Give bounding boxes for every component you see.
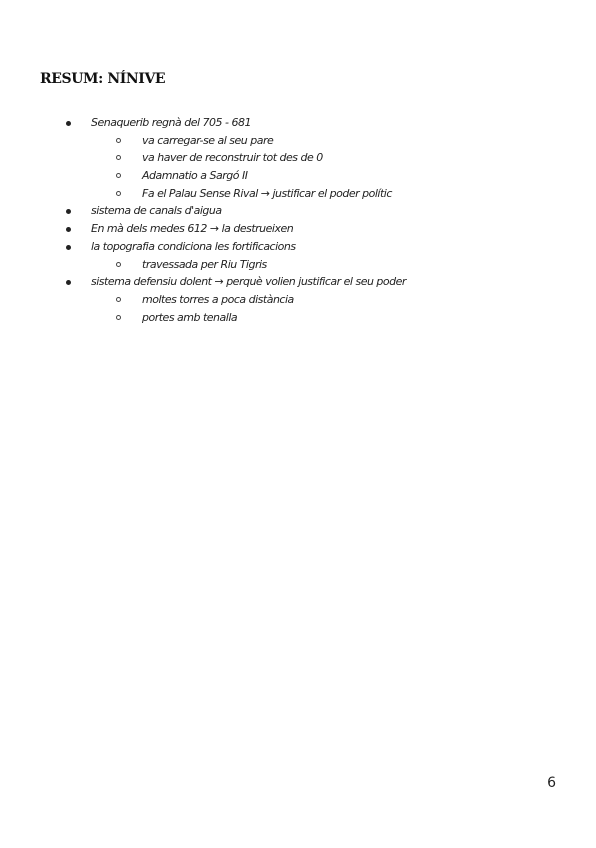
sub-list-item-text: travessada per Riu Tigris [142,257,267,271]
bullet-dot-icon [66,121,71,126]
sub-list-item-text: moltes torres a poca distància [142,292,294,306]
sub-list-item [0,291,596,309]
sub-list-item [0,132,596,150]
bullet-circle-icon [116,173,121,178]
page-title: RESUM: NÍNIVE [40,71,166,87]
bullet-circle-icon [116,262,121,267]
sub-list-item [0,149,596,167]
list-item-text: sistema defensiu dolent → perquè volien justificar el seu poder [91,275,406,289]
bullet-dot-icon [66,245,71,250]
list-item-text: sistema de canals d'aigua [91,204,222,218]
sub-list-item [0,185,596,203]
page-number: 6 [547,775,556,791]
sub-list-item [0,256,596,274]
bullet-dot-icon [66,227,71,232]
bullet-circle-icon [116,315,121,320]
list-item [0,114,596,132]
sub-list-item-text: Adamnatio a Sargó II [142,169,248,183]
list-item-text: la topografia condiciona les fortificacions [91,239,296,253]
list-item [0,202,596,220]
bullet-circle-icon [116,155,121,160]
bullet-list [0,114,596,326]
bullet-dot-icon [66,280,71,285]
sub-list-item-text: va carregar-se al seu pare [142,133,274,147]
list-item [0,238,596,256]
bullet-circle-icon [116,191,121,196]
sub-list-item-text: va haver de reconstruir tot des de 0 [142,151,323,165]
sub-list-item-text: Fa el Palau Sense Rival → justificar el poder polític [142,186,392,200]
list-item-text: En mà dels medes 612 → la destrueixen [91,222,294,236]
bullet-dot-icon [66,209,71,214]
sub-list-item [0,309,596,327]
sub-list-item-text: portes amb tenalla [142,310,238,324]
bullet-circle-icon [116,138,121,143]
list-item [0,220,596,238]
bullet-circle-icon [116,297,121,302]
list-item-text: Senaquerib regnà del 705 - 681 [91,116,251,129]
sub-list-item [0,167,596,185]
list-item [0,273,596,291]
